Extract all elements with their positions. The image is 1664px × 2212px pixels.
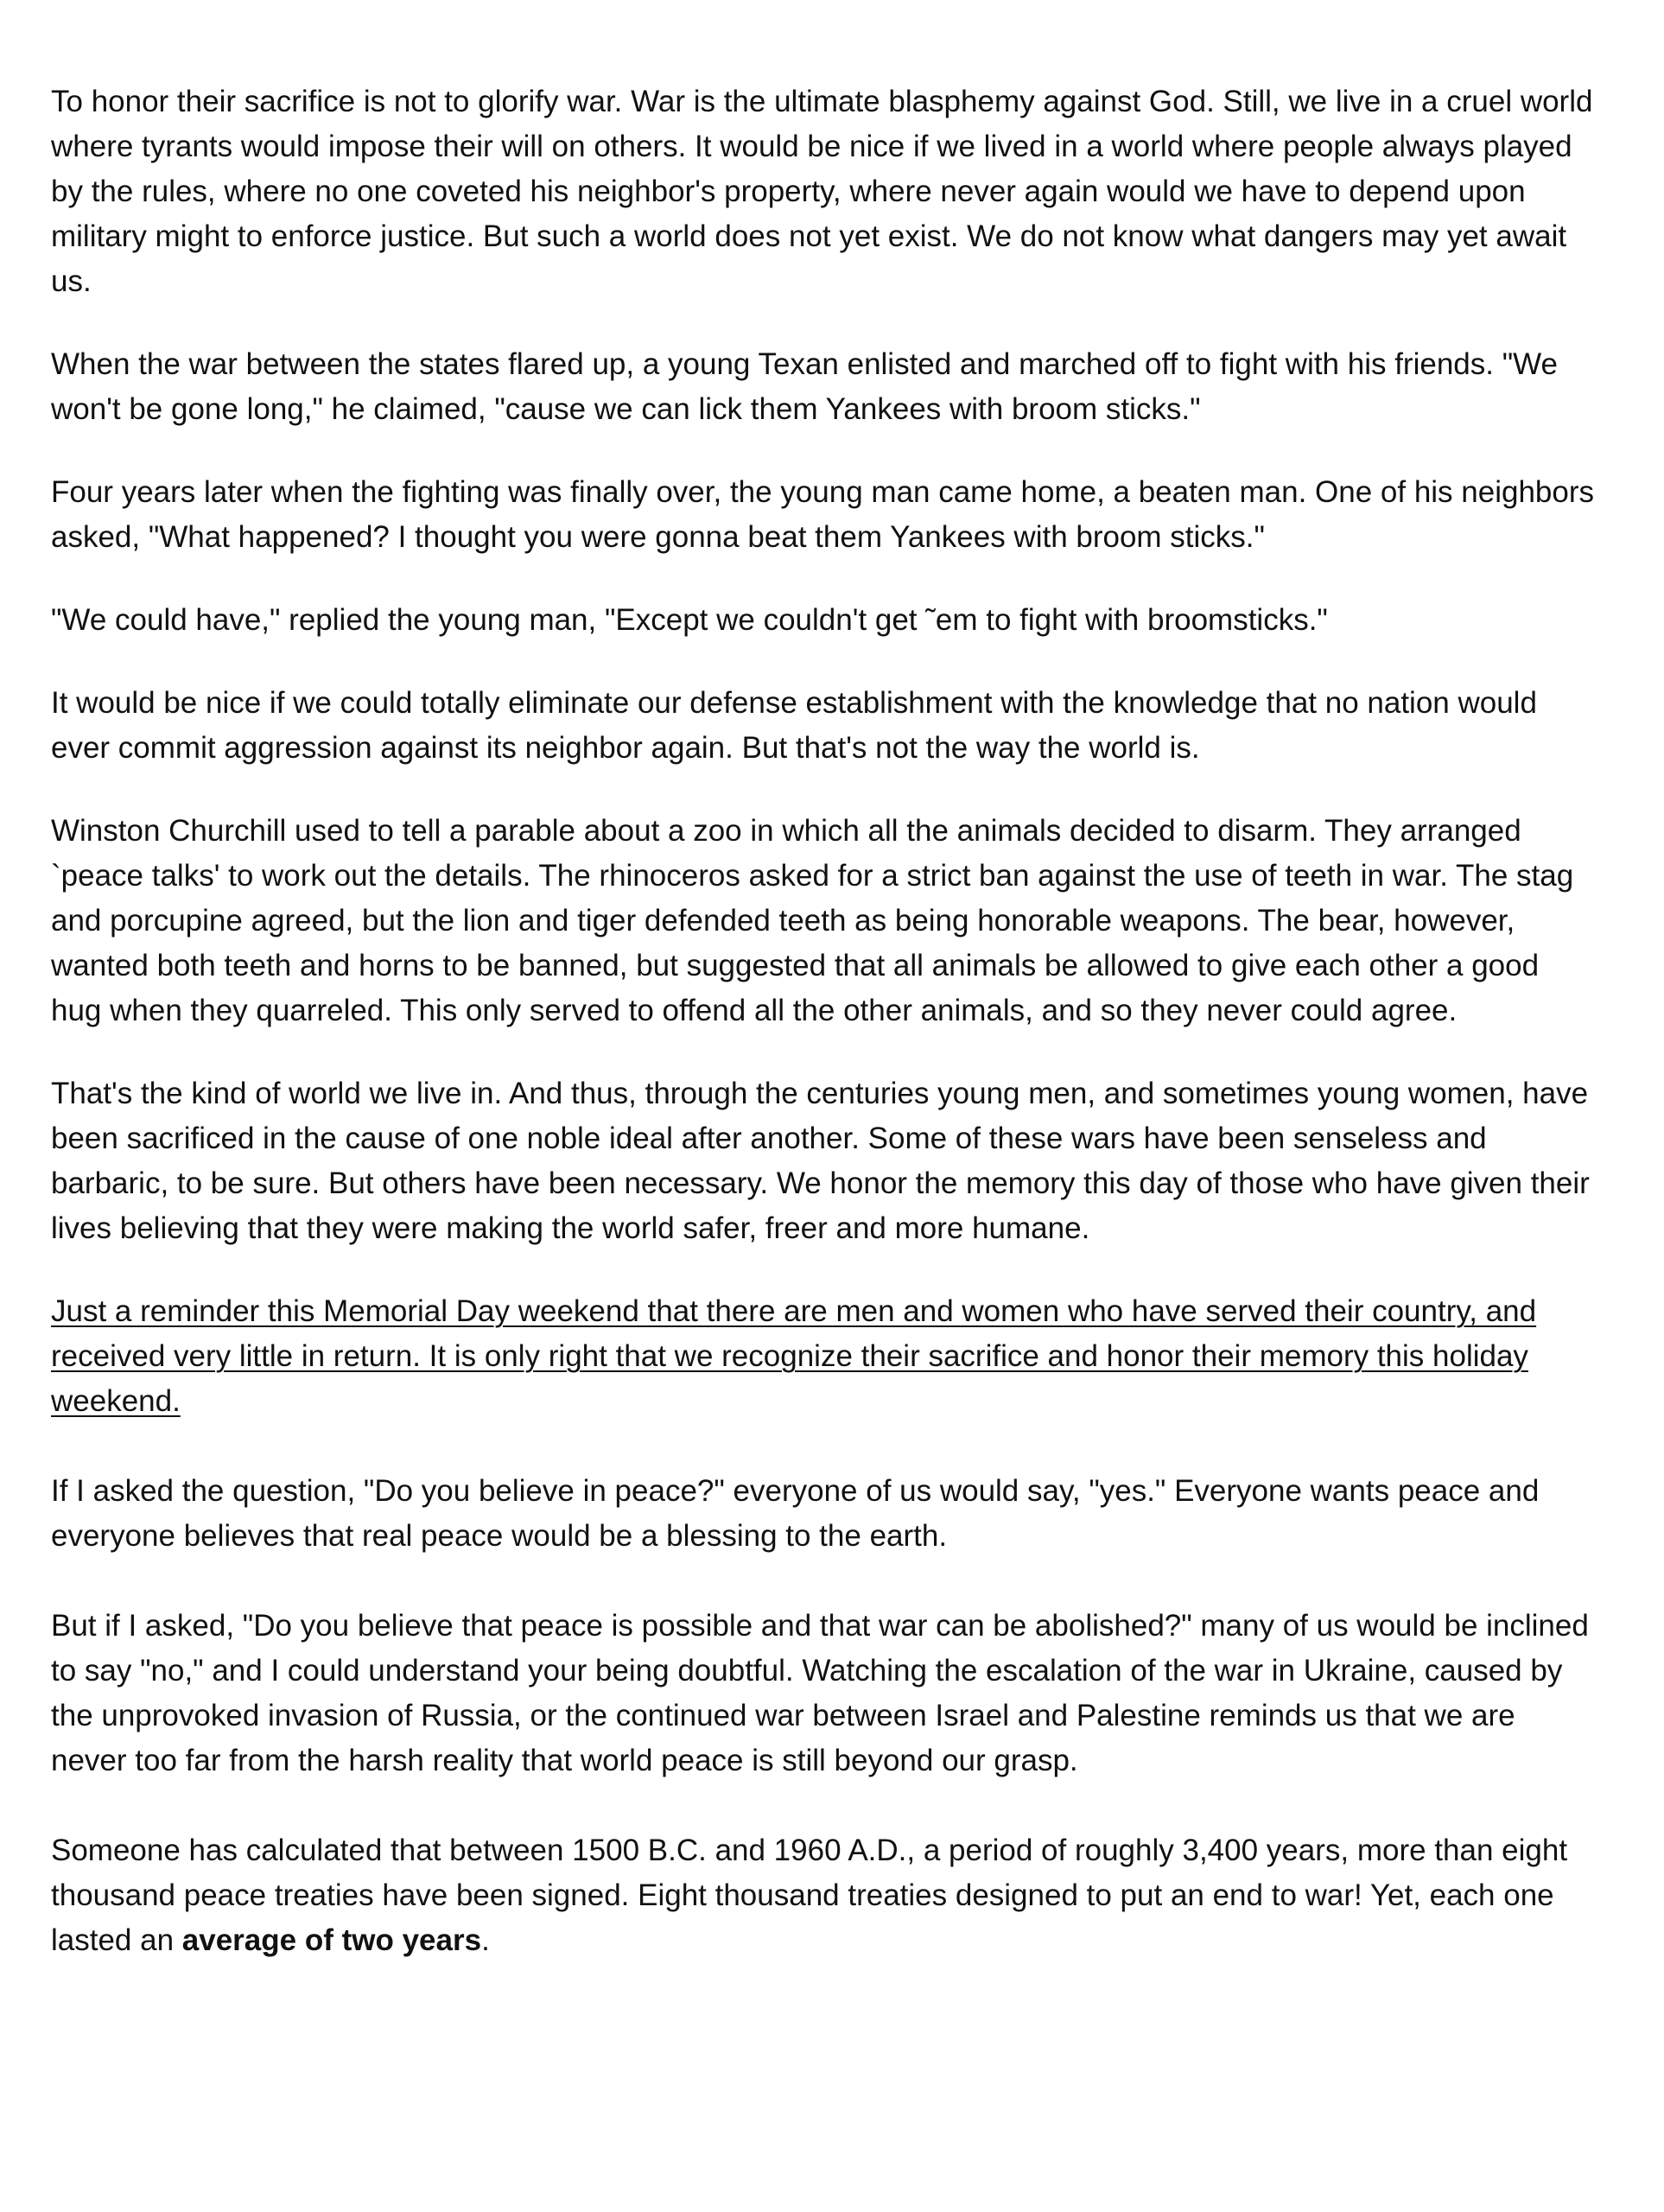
average-two-years-bold: average of two years [181,1923,482,1957]
paragraph-memorial-day-reminder [51,1289,1597,1424]
peace-treaties-text: Someone has calculated that between 1500 B.C. and 1960 A.D., a period of roughly 3,400 years, more than eight thousand peace treaties have been signed. Eight thousand treaties designed to put an end to war! Yet, each one lasted an [51,1834,1568,1957]
paragraph-honor-sacrifice: To honor their sacrifice is not to glorify war. War is the ultimate blasphemy against God. Still, we live in a cruel world where tyrants would impose their will on others. It would be nice if we lived in a world where people always played by the rules, where no one coveted his neighbor's property, where never again would we have to depend upon military might to enforce justice. But such a world does not yet exist. We do not know what dangers may yet await us. [51,85,1593,298]
paragraph-kind-of-world: That's the kind of world we live in. And thus, through the centuries young men, and sometimes young women, have been sacrificed in the cause of one noble ideal after another. Some of these wars have been senseless and barbaric, to be sure. But others have been necessary. We honor the memory this day of those who have given their lives believing that they were making the world safer, freer and more humane. [51,1077,1590,1245]
paragraph-we-could-have: "We could have," replied the young man, "Except we couldn't get ˜em to fight with broomsticks." [51,603,1328,637]
paragraph-four-years-later: Four years later when the fighting was finally over, the young man came home, a beaten man. One of his neighbors asked, "What happened? I thought you were gonna beat them Yankees with broom sticks." [51,475,1595,554]
paragraph-peace-possible: But if I asked, "Do you believe that peace is possible and that war can be abolished?" many of us would be inclined to say "no," and I could understand your being doubtful. Watching the escalation of the war in Ukraine, caused by the unprovoked invasion of Russia, or the continued war between Israel and Palestine reminds us that we are never too far from the harsh reality that world peace is still beyond our grasp. [51,1609,1589,1777]
document-page [51,79,1597,1963]
paragraph-believe-in-peace: If I asked the question, "Do you believe in peace?" everyone of us would say, "yes." Everyone wants peace and everyone believes that real peace would be a blessing to the earth. [51,1474,1540,1553]
memorial-day-reminder-text: Just a reminder this Memorial Day weekend that there are men and women who have served their country, and received very little in return. It is only right that we recognize their sacrifice and honor their memory this holiday weekend. [51,1294,1537,1418]
paragraph-churchill-parable: Winston Churchill used to tell a parable about a zoo in which all the animals decided to disarm. They arranged `peace talks' to work out the details. The rhinoceros asked for a strict ban against the use of teeth in war. The stag and porcupine agreed, but the lion and tiger defended teeth as being honorable weapons. The bear, however, wanted both teeth and horns to be banned, but suggested that all animals be allowed to give each other a good hug when they quarreled. This only served to offend all the other animals, and so they never could agree. [51,814,1574,1027]
peace-treaties-period: . [481,1923,490,1957]
paragraph-eliminate-defense: It would be nice if we could totally eliminate our defense establishment with the knowledge that no nation would ever commit aggression against its neighbor again. But that's not the way the world is. [51,686,1537,765]
paragraph-young-texan: When the war between the states flared up, a young Texan enlisted and marched off to fight with his friends. "We won't be gone long," he claimed, "cause we can lick them Yankees with broom sticks." [51,347,1559,426]
paragraph-peace-treaties [51,1828,1597,1963]
